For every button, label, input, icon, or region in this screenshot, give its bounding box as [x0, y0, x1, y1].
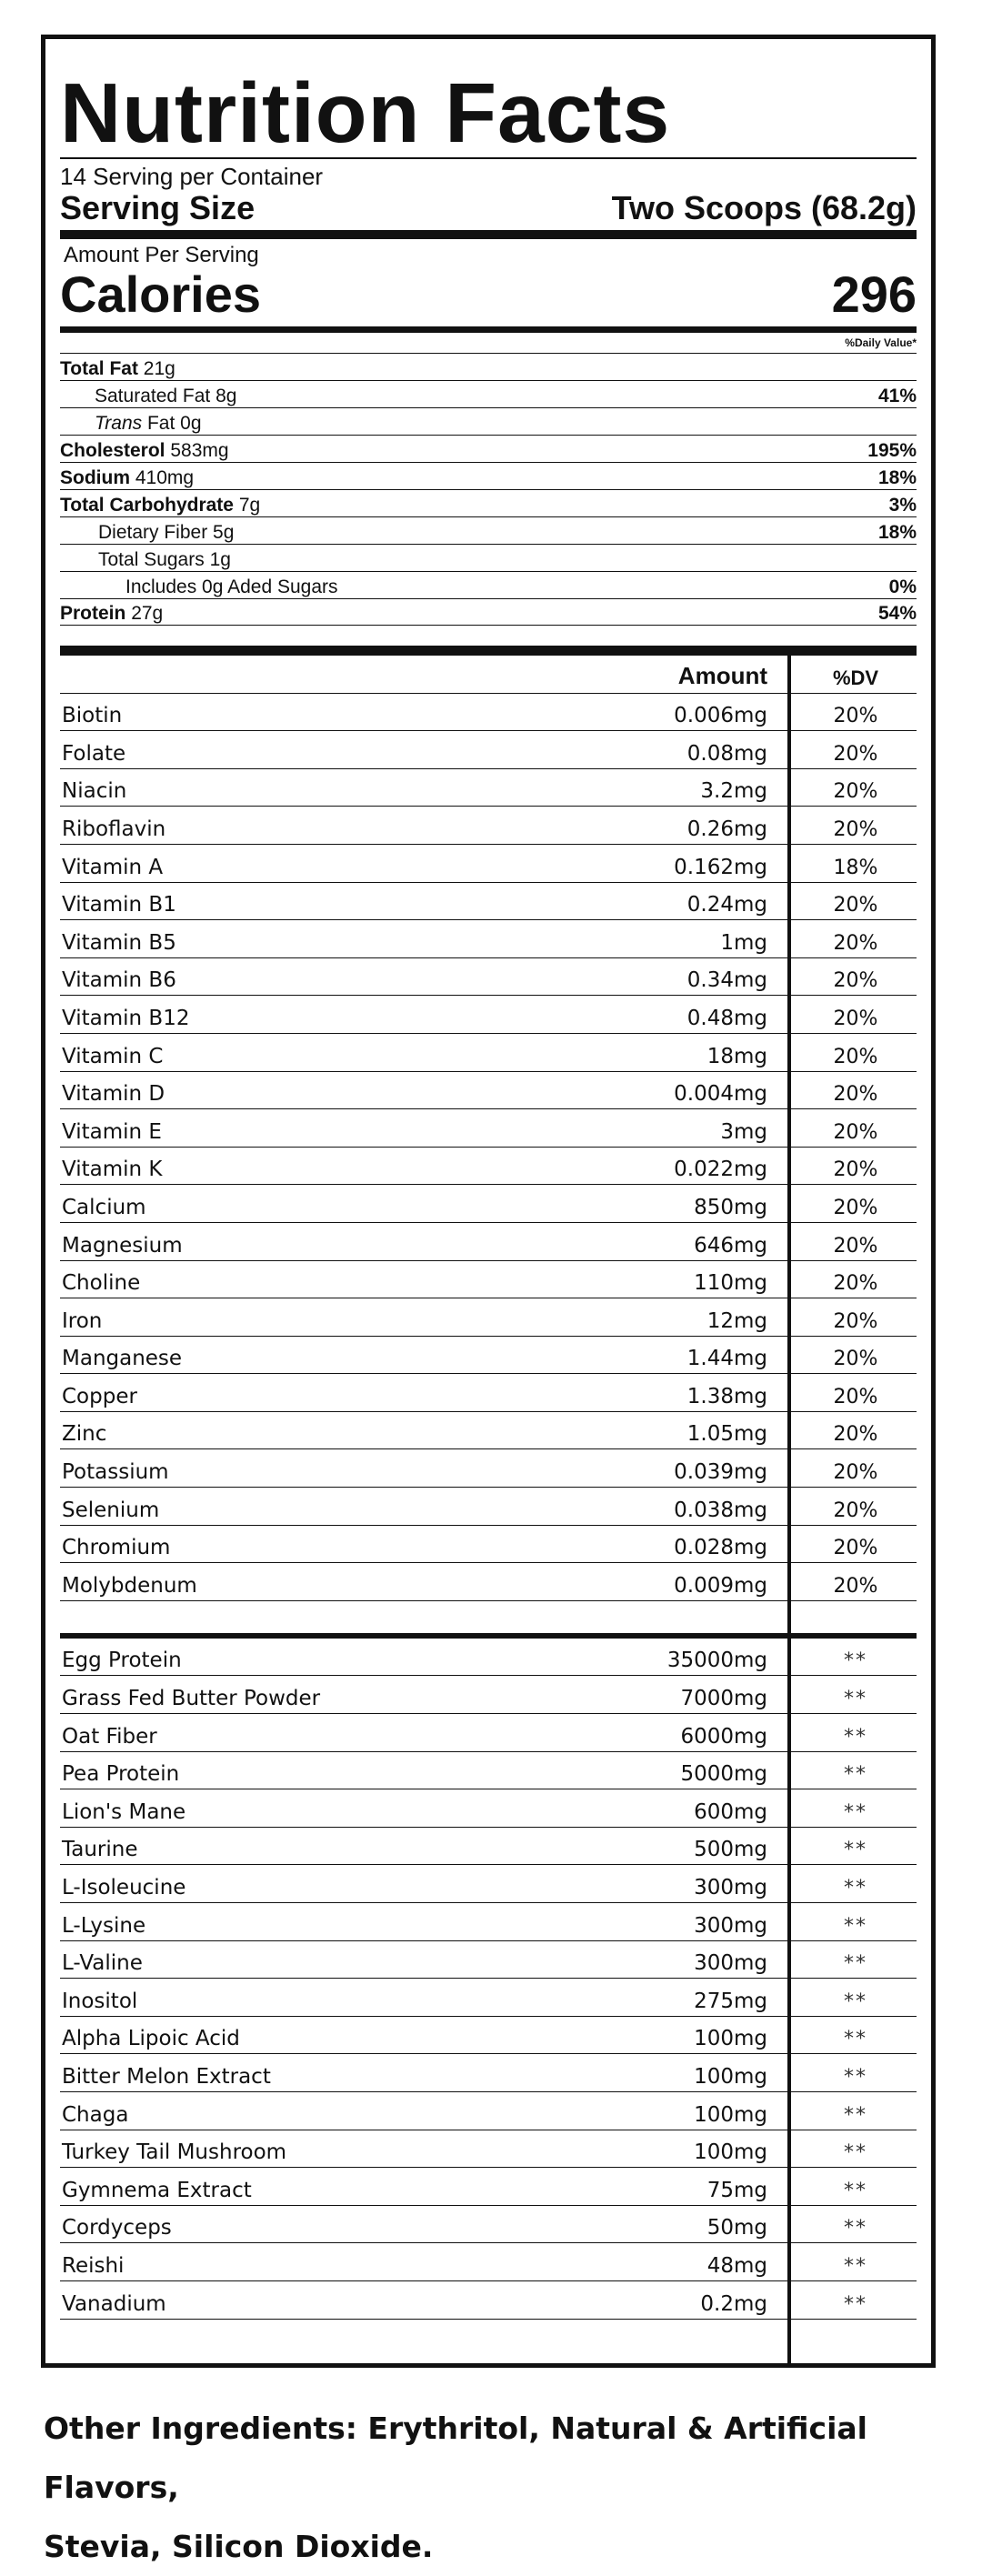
- servings-per-container: 14 Serving per Container: [60, 163, 324, 190]
- row-dv: 20%: [833, 931, 878, 955]
- nutrient-row-total-fat: [60, 353, 917, 380]
- row-amount: 600mg: [694, 1799, 767, 1824]
- row-name: Calcium: [62, 1195, 146, 1219]
- row-dv: **: [844, 2179, 867, 2202]
- nutrient-name: Total Carbohydrate: [60, 495, 234, 516]
- row-name: Bitter Melon Extract: [62, 2064, 271, 2089]
- row-amount: 646mg: [694, 1233, 767, 1258]
- nutrient-dv: 0%: [888, 576, 917, 597]
- thick-divider: [60, 646, 917, 656]
- row-amount: 1.38mg: [686, 1384, 767, 1408]
- row-dv: **: [844, 1763, 867, 1787]
- row-name: Molybdenum: [62, 1573, 197, 1598]
- row-dv: 20%: [833, 1461, 878, 1485]
- nutrient-amount: 410mg: [135, 467, 195, 488]
- row-amount: 1.05mg: [686, 1422, 767, 1447]
- nutrient-list: [60, 353, 917, 626]
- row-name: Pea Protein: [62, 1762, 180, 1787]
- row-amount: 75mg: [706, 2178, 767, 2202]
- row-dv: **: [844, 1649, 867, 1673]
- nutrient-name: Includes 0g Aded Sugars: [125, 576, 338, 597]
- row-amount: 110mg: [694, 1271, 767, 1296]
- row-dv: 20%: [833, 1385, 878, 1408]
- nutrient-amount: 583mg: [170, 440, 229, 461]
- row-amount: 0.48mg: [686, 1006, 767, 1030]
- row-name: Lion's Mane: [62, 1799, 186, 1824]
- row-dv: **: [844, 2028, 867, 2051]
- row-name: L-Isoleucine: [62, 1876, 186, 1899]
- row-amount: 3mg: [720, 1119, 767, 1144]
- row-name: Choline: [62, 1271, 141, 1296]
- row-dv: 20%: [833, 1120, 878, 1144]
- row-amount: 0.009mg: [674, 1573, 767, 1598]
- nutrient-row-protein: [60, 598, 917, 626]
- row-name: Gymnema Extract: [62, 2178, 252, 2202]
- row-name: Magnesium: [62, 1233, 183, 1258]
- serving-size-label: Serving Size: [60, 189, 256, 226]
- nutrient-row-cholesterol: [60, 435, 917, 462]
- row-dv: **: [844, 2217, 867, 2240]
- serving-size-row: [60, 190, 917, 226]
- row-name: Alpha Lipoic Acid: [62, 2027, 240, 2051]
- serving-size-value: Two Scoops (68.2g): [611, 189, 917, 226]
- row-dv: 20%: [833, 780, 878, 804]
- nutrient-name: Trans: [95, 413, 143, 434]
- row-amount: 0.2mg: [700, 2291, 767, 2316]
- nutrient-name: Total Sugars: [98, 549, 205, 570]
- row-dv: 20%: [833, 1196, 878, 1219]
- row-amount: 500mg: [694, 1838, 767, 1862]
- row-amount: 12mg: [706, 1308, 767, 1333]
- row-amount: 1mg: [720, 930, 767, 955]
- row-name: Biotin: [62, 704, 123, 728]
- row-name: Vitamin K: [62, 1158, 163, 1182]
- row-amount: 100mg: [694, 2102, 767, 2127]
- row-dv: 20%: [833, 894, 878, 917]
- row-name: Vitamin D: [62, 1082, 165, 1107]
- row-dv: **: [844, 1688, 867, 1711]
- row-dv: **: [844, 1725, 867, 1749]
- row-amount: 6000mg: [680, 1724, 767, 1749]
- nutrient-dv: 54%: [877, 603, 917, 624]
- other-ingredients-line: Stevia, Silicon Dioxide.: [44, 2529, 434, 2564]
- row-dv: 20%: [833, 1158, 878, 1182]
- nutrient-amount: 27g: [131, 603, 164, 624]
- row-name: Vitamin B6: [62, 968, 176, 993]
- row-dv: **: [844, 2103, 867, 2127]
- row-amount: 0.022mg: [674, 1158, 767, 1182]
- row-name: Vitamin B12: [62, 1006, 190, 1030]
- row-name: Egg Protein: [62, 1649, 182, 1673]
- row-dv: 20%: [833, 1537, 878, 1560]
- row-dv: 20%: [833, 1348, 878, 1371]
- row-name: Oat Fiber: [62, 1724, 157, 1749]
- row-name: Folate: [62, 741, 126, 766]
- calories-label: Calories: [60, 266, 261, 323]
- label-content: [60, 39, 917, 2356]
- nutrient-dv: 18%: [877, 467, 917, 488]
- row-dv: 20%: [833, 1423, 878, 1447]
- row-dv: **: [844, 1839, 867, 1862]
- row-name: Vitamin C: [62, 1044, 164, 1068]
- calories-row: [60, 268, 917, 321]
- row-amount: 275mg: [694, 1989, 767, 2013]
- nutrient-amount: Fat 0g: [146, 413, 202, 434]
- row-dv: 20%: [833, 1498, 878, 1522]
- row-dv: **: [844, 1877, 867, 1899]
- row-name: Potassium: [62, 1460, 169, 1485]
- nutrient-row-dietary-fiber: [60, 516, 917, 544]
- nutrient-row-sodium: [60, 462, 917, 489]
- row-amount: 300mg: [694, 1876, 767, 1899]
- row-dv: 20%: [833, 742, 878, 766]
- row-dv: 20%: [833, 1234, 878, 1258]
- row-name: Taurine: [62, 1838, 138, 1862]
- nutrient-name: Cholesterol: [60, 440, 165, 461]
- row-name: Iron: [62, 1308, 103, 1333]
- row-name: Zinc: [62, 1422, 107, 1447]
- row-amount: 48mg: [706, 2253, 767, 2278]
- row-name: Vitamin B1: [62, 893, 176, 917]
- row-name: Reishi: [62, 2253, 125, 2278]
- row-amount: 7000mg: [680, 1687, 767, 1711]
- row-amount: 0.039mg: [674, 1460, 767, 1485]
- row-name: Niacin: [62, 779, 127, 804]
- row-amount: 0.24mg: [686, 893, 767, 917]
- thick-divider: [60, 230, 917, 239]
- row-dv: 20%: [833, 969, 878, 993]
- row-amount: 0.08mg: [686, 741, 767, 766]
- row-name: Grass Fed Butter Powder: [62, 1687, 321, 1711]
- row-amount: 100mg: [694, 2027, 767, 2051]
- row-dv: **: [844, 2292, 867, 2316]
- row-amount: 0.004mg: [674, 1082, 767, 1107]
- amount-per-serving: Amount Per Serving: [64, 243, 259, 267]
- row-name: Chaga: [62, 2102, 129, 2127]
- nutrient-name: Total Fat: [60, 358, 138, 379]
- row-name: Vanadium: [62, 2291, 166, 2316]
- row-dv: 20%: [833, 705, 878, 728]
- nutrient-dv: 18%: [877, 522, 917, 543]
- nutrient-amount: 7g: [238, 495, 261, 516]
- nutrient-row-saturated-fat: [60, 380, 917, 407]
- daily-value-header: %Daily Value*: [845, 336, 917, 349]
- row-dv: 20%: [833, 1007, 878, 1030]
- medium-divider: [60, 326, 917, 333]
- row-name: Manganese: [62, 1347, 183, 1371]
- row-dv: **: [844, 1990, 867, 2013]
- row-name: Cordyceps: [62, 2216, 172, 2240]
- row-name: Vitamin E: [62, 1119, 162, 1144]
- row-amount: 50mg: [706, 2216, 767, 2240]
- row-dv: **: [844, 2254, 867, 2278]
- nutrient-dv: 3%: [888, 495, 917, 516]
- row-name: Vitamin A: [62, 855, 164, 879]
- nutrient-name: Sodium: [60, 467, 130, 488]
- row-amount: 0.006mg: [674, 704, 767, 728]
- other-ingredients: [44, 2399, 953, 2576]
- row-amount: 100mg: [694, 2064, 767, 2089]
- nutrient-row-added-sugars: [60, 571, 917, 598]
- nutrient-row-total-carbohydrate: [60, 489, 917, 516]
- row-amount: 0.162mg: [674, 855, 767, 879]
- nutrient-amount: 1g: [209, 549, 231, 570]
- row-dv: **: [844, 2141, 867, 2165]
- dv-header: %DV: [832, 666, 879, 689]
- nutrient-amount: 21g: [143, 358, 175, 379]
- row-dv: 20%: [833, 1309, 878, 1333]
- row-amount: 0.038mg: [674, 1498, 767, 1522]
- column-divider: [787, 656, 791, 2363]
- nutrient-amount: 5g: [213, 522, 235, 543]
- nutrient-row-total-sugars: [60, 544, 917, 571]
- row-dv: 20%: [833, 1574, 878, 1598]
- nutrient-name: Saturated Fat: [95, 386, 211, 406]
- row-name: Inositol: [62, 1989, 138, 2013]
- other-ingredients-line: Other Ingredients: Erythritol, Natural & Artificial Flavors,: [44, 2411, 867, 2505]
- row-name: Chromium: [62, 1536, 171, 1560]
- row-dv: 20%: [833, 1045, 878, 1068]
- row-amount: 3.2mg: [700, 779, 767, 804]
- supplement-table: [60, 656, 917, 2356]
- nutrition-facts-label: [41, 35, 936, 2368]
- row-dv: 18%: [833, 856, 878, 879]
- row-amount: 300mg: [694, 1951, 767, 1976]
- row-dv: 20%: [833, 1272, 878, 1296]
- label-title: Nutrition Facts: [60, 65, 671, 160]
- row-name: L-Valine: [62, 1951, 143, 1976]
- nutrient-name: Dietary Fiber: [98, 522, 208, 543]
- row-dv: **: [844, 1800, 867, 1824]
- row-amount: 850mg: [694, 1195, 767, 1219]
- row-amount: 100mg: [694, 2140, 767, 2165]
- row-name: Riboflavin: [62, 817, 166, 841]
- row-amount: 18mg: [706, 1044, 767, 1068]
- row-dv: **: [844, 1914, 867, 1938]
- row-dv: 20%: [833, 1083, 878, 1107]
- nutrient-name: Protein: [60, 603, 126, 624]
- calories-value: 296: [831, 266, 917, 323]
- row-amount: 35000mg: [666, 1649, 767, 1673]
- row-name: Selenium: [62, 1498, 160, 1522]
- nutrient-dv: 195%: [867, 440, 917, 461]
- row-amount: 5000mg: [680, 1762, 767, 1787]
- row-amount: 1.44mg: [686, 1347, 767, 1371]
- row-name: Copper: [62, 1384, 137, 1408]
- nutrient-amount: 8g: [215, 386, 237, 406]
- row-name: Vitamin B5: [62, 930, 176, 955]
- row-amount: 0.26mg: [686, 817, 767, 841]
- row-amount: 0.34mg: [686, 968, 767, 993]
- nutrient-row-trans-fat: [60, 407, 917, 435]
- row-name: Turkey Tail Mushroom: [62, 2140, 287, 2165]
- row-name: L-Lysine: [62, 1913, 146, 1938]
- nutrient-dv: 41%: [877, 386, 917, 406]
- row-amount: 0.028mg: [674, 1536, 767, 1560]
- amount-header: Amount: [677, 661, 767, 689]
- row-amount: 300mg: [694, 1913, 767, 1938]
- row-dv: **: [844, 2065, 867, 2089]
- row-dv: 20%: [833, 817, 878, 841]
- row-dv: **: [844, 1952, 867, 1976]
